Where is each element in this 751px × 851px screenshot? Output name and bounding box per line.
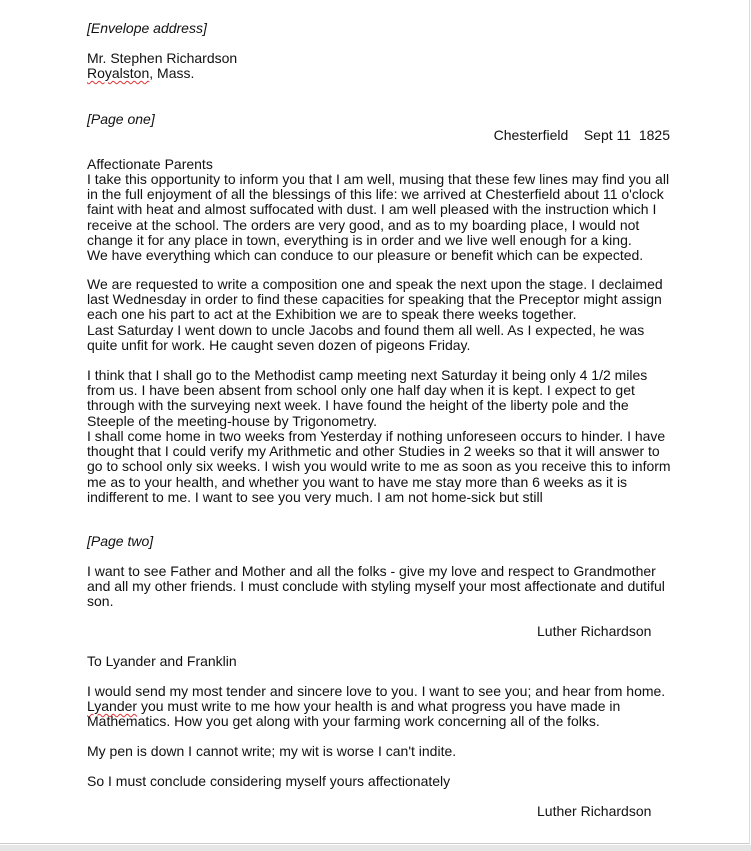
- text-line: quite unfit for work. He caught seven dozen of pigeons Friday.: [87, 336, 471, 353]
- text-line: from us. I have been absent from school only one half day when it is kept. I expect to get: [87, 382, 635, 399]
- text-line: last Wednesday in order to find these capacities for speaking that the Preceptor might assign: [87, 291, 662, 308]
- page-one-heading: [Page one]: [87, 111, 155, 127]
- salutation: Affectionate Parents: [87, 156, 213, 172]
- text-line: receive at the school. The orders are very good, and as to my boarding place, I would not: [87, 216, 640, 233]
- text-line: [87, 699, 665, 714]
- text-line: faint with heat and almost suffocated with dust. I am well pleased with the instruction which I: [87, 201, 657, 218]
- recipient-town: [87, 66, 237, 81]
- second-address: To Lyander and Franklin: [87, 653, 237, 669]
- dateline: Chesterfield Sept 11 1825: [493, 127, 670, 143]
- spellcheck-flagged-word: Royalston: [87, 65, 150, 82]
- paragraph: [87, 564, 665, 610]
- paragraph: [87, 277, 663, 353]
- text-line: Steeple of the meeting-house by Trigonometry.: [87, 412, 378, 429]
- window-bottom-edge: [0, 845, 751, 851]
- paragraph: [87, 172, 669, 263]
- text-line: son.: [87, 593, 114, 610]
- text-line: thought that I could verify my Arithmetic and other Studies in 2 weeks so that it will answer to: [87, 443, 660, 460]
- text-line: I take this opportunity to inform you that I am well, musing that these few lines may find you all: [87, 171, 670, 187]
- text-line: me as to your health, and whether you want to have me stay more than 6 weeks as it is: [87, 473, 628, 490]
- text-line: change it for any place in town, everything is in order and we live well enough for a king.: [87, 231, 632, 248]
- text-line: go to school only six weeks. I wish you would write to me as soon as you receive this to inform: [87, 458, 671, 475]
- text-line: I want to see Father and Mother and all the folks - give my love and respect to Grandmother: [87, 563, 656, 579]
- signature: Luther Richardson: [537, 623, 652, 639]
- recipient-state: , Mass.: [149, 65, 195, 82]
- verse: My pen is down I cannot write; my wit is worse I can't indite.: [87, 743, 457, 759]
- text-line: through with the surveying next week. I have found the height of the liberty pole and the: [87, 397, 629, 414]
- paragraph: [87, 429, 671, 505]
- text-line: Last Saturday I went down to uncle Jacobs and found them all well. As I expected, he was: [87, 321, 645, 338]
- text-line: Mathematics. How you get along with your farming work concerning all of the folks.: [87, 713, 600, 730]
- text-line: I would send my most tender and sincere love to you. I want to see you; and hear from home.: [87, 683, 666, 699]
- paragraph: [87, 368, 647, 429]
- spellcheck-flagged-word: Lyander: [87, 698, 138, 715]
- envelope-address: [87, 51, 237, 81]
- text-line: indifferent to me. I want to see you very much. I am not home-sick but still: [87, 488, 543, 505]
- text-line: each one his part to act at the Exhibition we are to speak there weeks together.: [87, 306, 577, 323]
- closing: So I must conclude considering myself yours affectionately: [87, 773, 451, 789]
- page-two-heading: [Page two]: [87, 533, 154, 549]
- text-line: We have everything which can conduce to our pleasure or benefit which can be expected.: [87, 246, 644, 263]
- text-line: I shall come home in two weeks from Yesterday if nothing unforeseen occurs to hinder. I have: [87, 428, 666, 444]
- text-span: you must write to me how your health is and what progress you have made in: [137, 698, 621, 715]
- signature: Luther Richardson: [537, 803, 652, 819]
- text-line: We are requested to write a composition one and speak the next upon the stage. I declaimed: [87, 276, 663, 292]
- paragraph: [87, 684, 665, 730]
- recipient-name: Mr. Stephen Richardson: [87, 50, 238, 66]
- envelope-heading: [Envelope address]: [87, 20, 207, 36]
- text-line: I think that I shall go to the Methodist camp meeting next Saturday it being only 4 1/2 miles: [87, 367, 648, 383]
- text-line: in the full enjoyment of all the blessings of this life: we arrived at Chesterfield about 11 o'clock: [87, 186, 664, 203]
- text-line: and all my other friends. I must conclude with styling myself your most affectionate and dutiful: [87, 578, 665, 595]
